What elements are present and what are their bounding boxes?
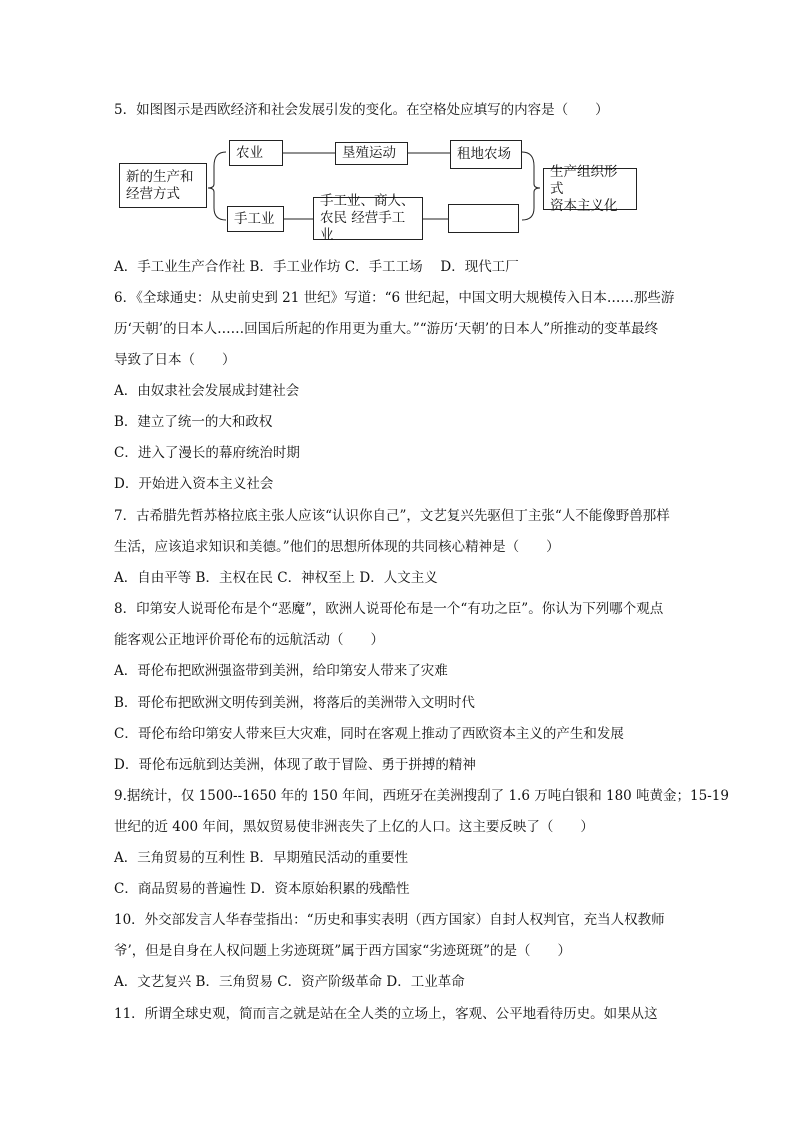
diagram-box-reclamation xyxy=(335,142,408,165)
diagram-box-tenant-farm xyxy=(450,140,522,169)
diagram-box-tenant-farm-label: 租地农场 xyxy=(457,146,511,162)
q6-stem-line1: 6．《全球通史：从史前史到 21 世纪》写道：“6 世纪起，中国文明大规模传入日本……那些游 xyxy=(114,290,675,306)
diagram-box-merchants-line2: 农民 经营手工业 xyxy=(320,210,406,243)
diagram-box-capitalism-line2: 资本主义化 xyxy=(550,197,618,214)
q9-options-line1: A．三角贸易的互利性 B．早期殖民活动的重要性 xyxy=(114,850,408,866)
q8-stem-line1: 8．印第安人说哥伦布是个“恶魔”，欧洲人说哥伦布是一个“有功之臣”。你认为下列哪个观点 xyxy=(114,601,664,617)
q8-option-a: A．哥伦布把欧洲强盗带到美洲，给印第安人带来了灾难 xyxy=(114,663,448,679)
q5-options: A．手工业生产合作社 B．手工业作坊 C．手工工场 D．现代工厂 xyxy=(114,259,519,275)
q9-options-line2: C．商品贸易的普遍性 D．资本原始积累的残酷性 xyxy=(114,881,410,897)
q6-stem-line2: 历‘天朝’的日本人……回国后所起的作用更为重大。”“游历‘天朝’的日本人”所推动的变革最终 xyxy=(114,321,659,337)
diagram-box-blank xyxy=(448,204,519,233)
diagram-box-merchants xyxy=(313,193,423,243)
q5-diagram xyxy=(0,0,794,260)
q6-stem-line3: 导致了日本（ ） xyxy=(114,352,236,368)
diagram-box-merchants-line1: 手工业、商人、 xyxy=(320,193,415,209)
q9-stem-line2: 世纪的近 400 年间，黑奴贸易使非洲丧失了上亿的人口。这主要反映了（ ） xyxy=(114,819,594,835)
q5-stem: 5．如图图示是西欧经济和社会发展引发的变化。在空格处应填写的内容是（ ） xyxy=(114,102,609,118)
q8-option-c: C．哥伦布给印第安人带来巨大灾难，同时在客观上推动了西欧资本主义的产生和发展 xyxy=(114,726,624,742)
q6-option-b: B．建立了统一的大和政权 xyxy=(114,414,273,430)
diagram-box-new-production-line1: 新的生产和 xyxy=(126,168,194,185)
diagram-box-new-production xyxy=(119,163,207,208)
q10-stem-line1: 10．外交部发言人华春莹指出：“历史和事实表明（西方国家）自封人权判官，充当人权教师 xyxy=(114,912,665,928)
diagram-box-handicraft-label: 手工业 xyxy=(234,210,275,227)
q8-option-b: B．哥伦布把欧洲文明传到美洲，将落后的美洲带入文明时代 xyxy=(114,695,475,711)
q6-option-c: C．进入了漫长的幕府统治时期 xyxy=(114,445,300,461)
q6-option-a: A．由奴隶社会发展成封建社会 xyxy=(114,383,300,399)
diagram-box-reclamation-label: 垦殖运动 xyxy=(342,145,396,161)
q6-option-d: D．开始进入资本主义社会 xyxy=(114,476,274,492)
q8-option-d: D．哥伦布远航到达美洲，体现了敢于冒险、勇于拼搏的精神 xyxy=(114,757,476,773)
diagram-box-agriculture xyxy=(229,140,283,166)
diagram-box-handicraft xyxy=(227,206,284,232)
diagram-box-agriculture-label: 农业 xyxy=(236,144,263,161)
q10-stem-line2: 爷’，但是自身在人权问题上劣迹斑斑”属于西方国家“劣迹斑斑”的是（ ） xyxy=(114,943,571,959)
diagram-box-capitalism xyxy=(543,163,637,214)
q9-stem-line1: 9.据统计，仅 1500--1650 年的 150 年间，西班牙在美洲搜刮了 1.6 万吨白银和 180 吨黄金；15-19 xyxy=(114,788,729,804)
diagram-box-capitalism-line1: 生产组织形式 xyxy=(550,163,618,197)
diagram-box-new-production-line2: 经营方式 xyxy=(126,185,180,202)
q8-stem-line2: 能客观公正地评价哥伦布的远航活动（ ） xyxy=(114,632,384,648)
q11-stem-line1: 11．所谓全球史观，简而言之就是站在全人类的立场上，客观、公平地看待历史。如果从这 xyxy=(114,1006,658,1022)
q10-options: A．文艺复兴 B．三角贸易 C．资产阶级革命 D．工业革命 xyxy=(114,974,465,990)
q7-stem-line2: 生活，应该追求知识和美德。”他们的思想所体现的共同核心精神是（ ） xyxy=(114,539,560,555)
q7-stem-line1: 7．古希腊先哲苏格拉底主张人应该“认识你自己”，文艺复兴先驱但丁主张“人不能像野兽那样 xyxy=(114,508,670,524)
q7-options: A．自由平等 B．主权在民 C．神权至上 D．人文主义 xyxy=(114,570,438,586)
